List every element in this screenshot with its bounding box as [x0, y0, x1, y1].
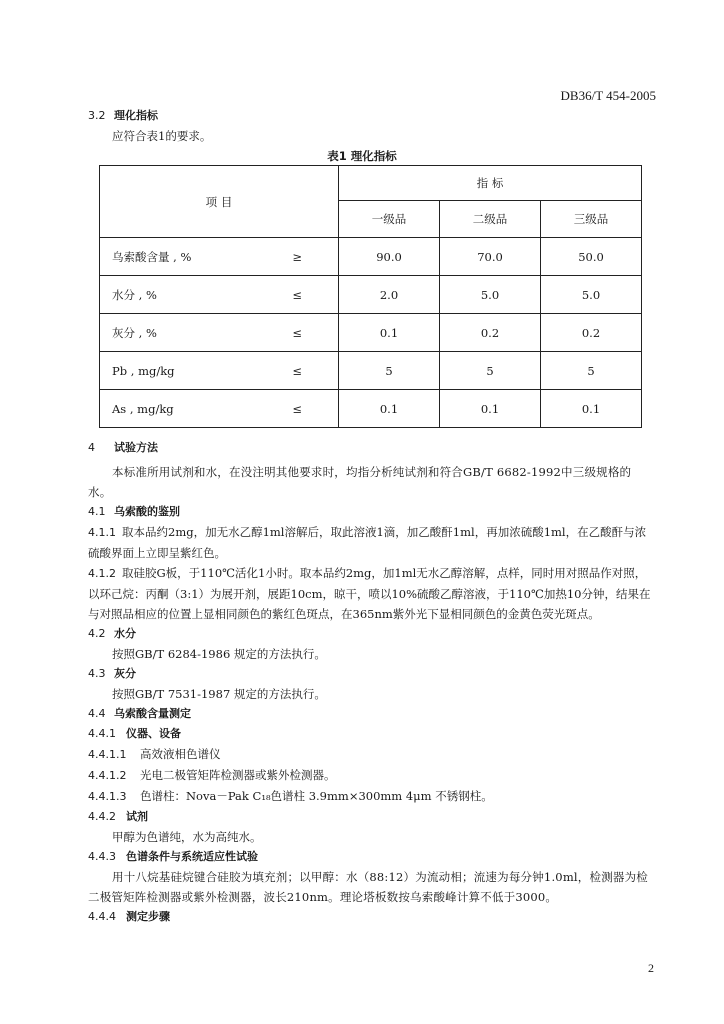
clause-number: 4.4.1.3 — [88, 790, 127, 803]
section-text: 甲醇为色谱纯，水为高纯水。 — [112, 830, 262, 844]
row-value: 5 — [541, 352, 642, 390]
col-group-header: 指 标 — [339, 166, 642, 201]
section-text: 用十八烷基硅烷键合硅胶为填充剂；以甲醇：水（88:12）为流动相；流速为每分钟1.0ml，检测器为检二极管矩阵检测器或紫外检测器，波长210nm。理论塔板数按乌索酸峰计算不低于3000。 — [88, 870, 649, 904]
section-heading — [88, 624, 654, 644]
row-value: 5.0 — [541, 276, 642, 314]
table-row — [100, 390, 642, 428]
section-title: 试剂 — [126, 810, 148, 823]
table-row — [100, 238, 642, 276]
row-comparator: ≤ — [242, 352, 339, 390]
clause-4-1-1 — [88, 522, 654, 563]
row-value: 0.1 — [339, 390, 440, 428]
section-number: 4.4.1 — [88, 727, 116, 740]
clause-text: 取本品约2mg，加无水乙醇1ml溶解后，取此溶液1滴，加乙酸酐1ml，再加浓硫酸1ml，在乙酸酐与浓硫酸界面上立即呈紫红色。 — [88, 525, 647, 560]
row-value: 0.1 — [440, 390, 541, 428]
row-value: 70.0 — [440, 238, 541, 276]
clause-4-4-1-1 — [88, 744, 654, 765]
section-text: 按照GB/T 6284-1986 规定的方法执行。 — [112, 647, 326, 661]
section-number: 4.2 — [88, 627, 106, 640]
section-title: 乌索酸含量测定 — [114, 707, 191, 720]
section-4-body — [88, 438, 654, 927]
clause-number: 4.1.2 — [88, 567, 116, 580]
section-heading — [88, 664, 654, 684]
page-number: 2 — [648, 961, 654, 975]
section-heading — [88, 704, 654, 724]
section-number: 4.4.4 — [88, 910, 116, 923]
row-item: Pb , mg/kg — [100, 352, 243, 390]
section-title: 灰分 — [114, 667, 136, 680]
section-title: 测定步骤 — [126, 910, 170, 923]
spec-table — [99, 165, 642, 428]
section-number: 4 — [88, 441, 95, 454]
section-heading — [88, 438, 654, 458]
section-heading — [88, 502, 654, 522]
row-value: 0.1 — [339, 314, 440, 352]
clause-number: 4.4.1.2 — [88, 769, 127, 782]
row-comparator: ≤ — [242, 390, 339, 428]
row-value: 0.2 — [541, 314, 642, 352]
row-item: As , mg/kg — [100, 390, 243, 428]
section-title: 试验方法 — [114, 441, 158, 454]
section-3-2 — [88, 106, 654, 146]
clause-text: 取硅胶G板，于110℃活化1小时。取本品约2mg，加1ml无水乙醇溶解，点样，同时用对照品作对照，以环己烷：丙酮（3:1）为展开剂，展距10cm，晾干，喷以10%硫酸乙醇溶液，于110℃加热10分钟，结果在与对照品相应的位置上显相同颜色的紫红色斑点，在365nm紫外光下显相同颜色的金黄色荧光斑点。 — [88, 566, 651, 621]
row-item: 灰分 , % — [100, 314, 243, 352]
clause-text: 色谱柱：Nova－Pak C₁₈色谱柱 3.9mm×300mm 4μm 不锈钢柱。 — [140, 789, 493, 803]
table-row — [100, 352, 642, 390]
section-heading — [88, 907, 654, 927]
section-title: 色谱条件与系统适应性试验 — [126, 850, 258, 863]
row-value: 5.0 — [440, 276, 541, 314]
document-code: DB36/T 454-2005 — [560, 88, 656, 103]
col-item-header: 项 目 — [100, 166, 339, 238]
clause-4-4-1-3 — [88, 786, 654, 807]
clause-text: 光电二极管矩阵检测器或紫外检测器。 — [140, 768, 336, 782]
clause-4-4-1-2 — [88, 765, 654, 786]
row-value: 5 — [440, 352, 541, 390]
section-number: 3.2 — [88, 109, 106, 122]
table-title: 表1 理化指标 — [327, 149, 397, 163]
section-number: 4.4.3 — [88, 850, 116, 863]
grade-header: 一级品 — [339, 201, 440, 238]
table-row — [100, 276, 642, 314]
section-text: 按照GB/T 7531-1987 规定的方法执行。 — [112, 687, 326, 701]
clause-4-1-2 — [88, 563, 654, 624]
table-row — [100, 314, 642, 352]
section-text: 应符合表1的要求。 — [112, 129, 212, 143]
grade-header: 二级品 — [440, 201, 541, 238]
row-item: 乌索酸含量 , % — [100, 238, 243, 276]
clause-number: 4.4.1.1 — [88, 748, 127, 761]
grade-header: 三级品 — [541, 201, 642, 238]
row-value: 50.0 — [541, 238, 642, 276]
section-number: 4.1 — [88, 505, 106, 518]
section-heading — [88, 724, 654, 744]
row-value: 2.0 — [339, 276, 440, 314]
row-value: 0.1 — [541, 390, 642, 428]
section-number: 4.4.2 — [88, 810, 116, 823]
section-4-intro: 本标准所用试剂和水，在没注明其他要求时，均指分析纯试剂和符合GB/T 6682-1992中三级规格的水。 — [88, 465, 632, 499]
section-number: 4.4 — [88, 707, 106, 720]
table-header-row — [100, 166, 642, 201]
section-title: 水分 — [114, 627, 136, 640]
row-comparator: ≤ — [242, 314, 339, 352]
row-comparator: ≤ — [242, 276, 339, 314]
section-heading — [88, 106, 654, 126]
section-heading — [88, 807, 654, 827]
row-value: 90.0 — [339, 238, 440, 276]
clause-number: 4.1.1 — [88, 526, 116, 539]
section-number: 4.3 — [88, 667, 106, 680]
clause-text: 高效液相色谱仪 — [140, 747, 221, 761]
section-heading — [88, 847, 654, 867]
row-value: 0.2 — [440, 314, 541, 352]
row-item: 水分 , % — [100, 276, 243, 314]
row-comparator: ≥ — [242, 238, 339, 276]
section-title: 理化指标 — [114, 109, 158, 122]
section-title: 仪器、设备 — [126, 727, 181, 740]
section-title: 乌索酸的鉴别 — [114, 505, 180, 518]
row-value: 5 — [339, 352, 440, 390]
